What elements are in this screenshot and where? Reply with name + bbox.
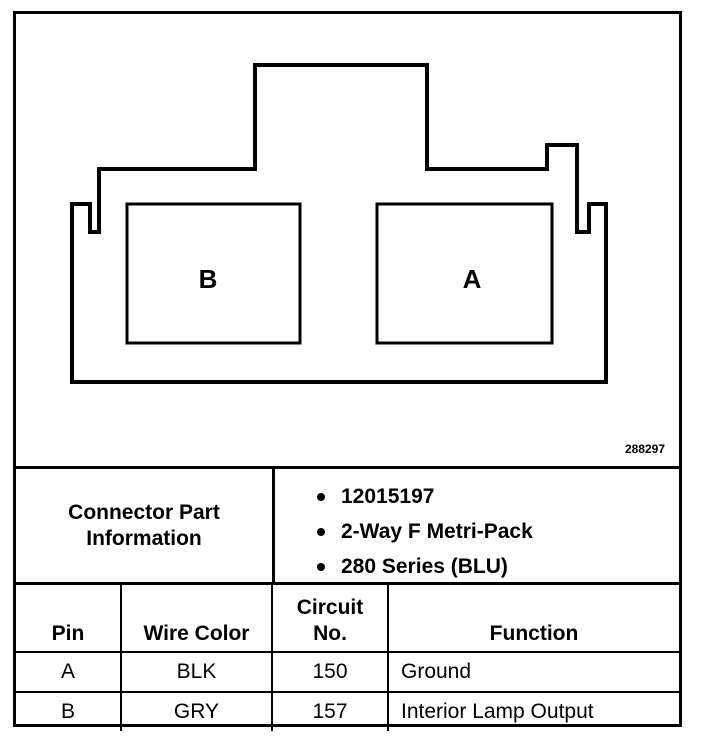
header-circuit-line1: Circuit [296, 596, 364, 619]
cell-pin: B [16, 692, 121, 731]
header-function: Function [388, 585, 679, 652]
bullet-dot-icon [317, 528, 325, 536]
cell-circuit: 150 [272, 652, 388, 692]
connector-part-info [16, 469, 679, 585]
connector-drawing [16, 14, 679, 466]
bullet-dot-icon [317, 493, 325, 501]
bullet-dot-icon [317, 563, 325, 571]
info-bullet-text: 12015197 [341, 485, 435, 508]
table-row [16, 652, 679, 692]
cell-function: Ground [388, 652, 679, 692]
connector-info-heading-line2: Information [86, 526, 202, 550]
header-wire-color: Wire Color [121, 585, 272, 652]
pinout-header-row [16, 585, 679, 652]
cell-pin: A [16, 652, 121, 692]
info-bullet-part-number [275, 479, 675, 514]
info-bullet-type [275, 514, 675, 549]
connector-sheet [13, 11, 682, 727]
info-bullet-series [275, 549, 675, 584]
header-circuit-line2: No. [313, 622, 347, 645]
cell-function: Interior Lamp Output [388, 692, 679, 731]
connector-info-heading [16, 469, 275, 582]
cavity-b-label: B [198, 264, 218, 294]
info-bullet-text: 2-Way F Metri-Pack [341, 520, 533, 543]
info-bullet-text: 280 Series (BLU) [341, 555, 508, 578]
cell-circuit: 157 [272, 692, 388, 731]
header-circuit-no [272, 585, 388, 652]
connector-face-diagram [16, 14, 679, 469]
cavity-a-label: A [462, 264, 482, 294]
pinout-table [16, 585, 679, 731]
connector-outline [72, 65, 606, 382]
table-row [16, 692, 679, 731]
connector-info-heading-line1: Connector Part [68, 500, 220, 524]
header-pin: Pin [16, 585, 121, 652]
figure-id: 288297 [624, 442, 665, 456]
connector-info-bullets [275, 479, 675, 584]
cell-wire-color: GRY [121, 692, 272, 731]
cell-wire-color: BLK [121, 652, 272, 692]
